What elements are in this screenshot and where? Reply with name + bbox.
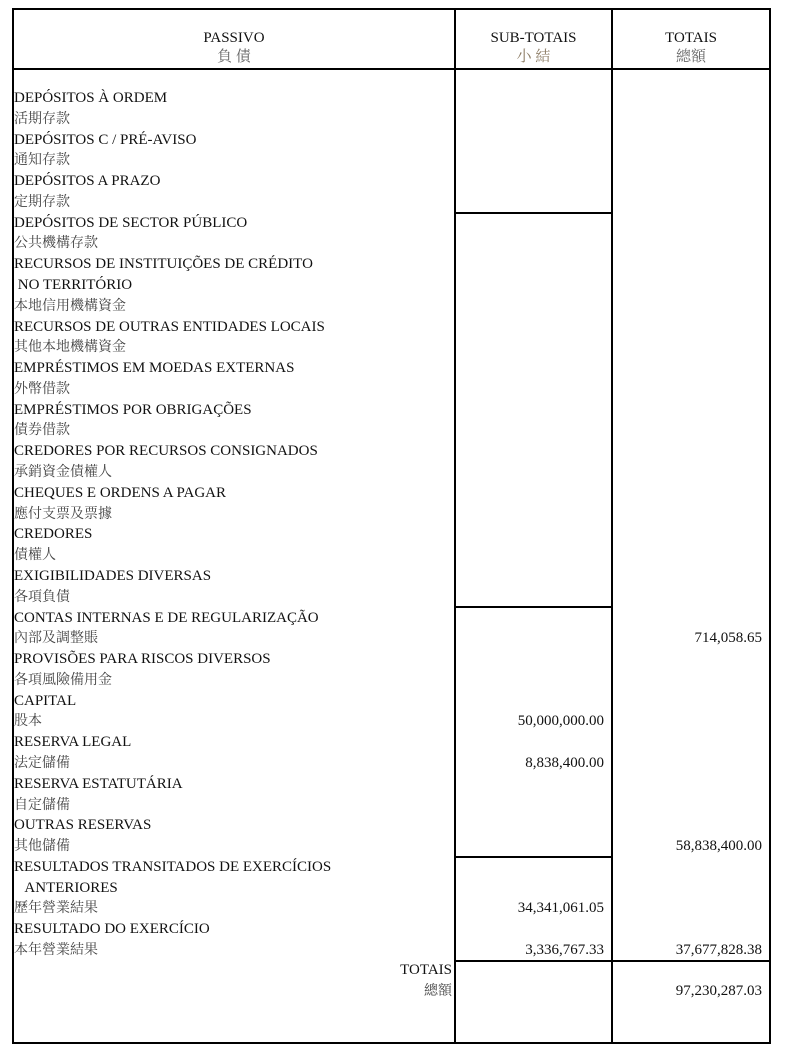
header-totais-zh: 總額 xyxy=(675,49,706,65)
line-item-zh: 定期存款 xyxy=(14,194,70,210)
balance-sheet-table xyxy=(12,8,771,1044)
line-item: CAPITAL xyxy=(14,692,77,709)
total-value: 37,677,828.38 xyxy=(675,941,762,958)
line-item-zh: 債券借款 xyxy=(14,423,70,439)
column-divider xyxy=(454,8,456,1042)
subtotal-value: 50,000,000.00 xyxy=(517,713,604,730)
line-item-zh: 法定儲備 xyxy=(14,755,70,771)
line-item-zh: 股本 xyxy=(14,714,42,730)
total-value: 58,838,400.00 xyxy=(675,838,762,855)
subtotal-value: 8,838,400.00 xyxy=(525,754,604,771)
line-item-zh: 應付支票及票據 xyxy=(14,506,112,522)
line-item-zh: 本年營業結果 xyxy=(14,942,98,958)
line-item-zh: 本地信用機構資金 xyxy=(14,298,126,314)
line-item: RESERVA ESTATUTÁRIA xyxy=(14,775,183,792)
line-item-zh: 通知存款 xyxy=(14,153,70,169)
line-item-zh: 活期存款 xyxy=(14,111,70,127)
footer-totais-zh: 總額 xyxy=(424,984,452,999)
line-item: DEPÓSITOS À ORDEM xyxy=(14,90,168,106)
line-item-zh: 自定儲備 xyxy=(14,797,70,813)
line-item: CONTAS INTERNAS E DE REGULARIZAÇÃO xyxy=(14,609,319,626)
column-divider xyxy=(611,8,613,1042)
line-item: RESULTADO DO EXERCÍCIO xyxy=(14,921,210,938)
header-subtotais xyxy=(456,29,611,67)
line-item: NO TERRITÓRIO xyxy=(14,277,133,294)
subtotal-divider xyxy=(454,212,613,214)
line-item: RESULTADOS TRANSITADOS DE EXERCÍCIOS xyxy=(14,858,332,875)
line-item: CREDORES POR RECURSOS CONSIGNADOS xyxy=(14,443,318,460)
line-item: DEPÓSITOS DE SECTOR PÚBLICO xyxy=(14,214,248,231)
header-totais-label: TOTAIS xyxy=(665,30,717,46)
line-item-zh: 其他儲備 xyxy=(14,839,70,855)
line-item: PROVISÕES PARA RISCOS DIVERSOS xyxy=(14,651,271,668)
grand-total-value: 97,230,287.03 xyxy=(675,983,762,999)
subtotal-divider xyxy=(454,856,613,858)
line-item: EXIGIBILIDADES DIVERSAS xyxy=(14,567,212,584)
line-item-zh: 承銷資金債權人 xyxy=(14,465,112,481)
line-item: RESERVA LEGAL xyxy=(14,734,132,751)
line-item: EMPRÉSTIMOS EM MOEDAS EXTERNAS xyxy=(14,360,295,377)
header-passivo-label: PASSIVO xyxy=(203,30,265,46)
header-passivo xyxy=(14,29,454,67)
line-item: ANTERIORES xyxy=(14,879,118,896)
line-item: DEPÓSITOS C / PRÉ-AVISO xyxy=(14,131,197,148)
line-item-zh: 外幣借款 xyxy=(14,381,70,397)
line-item: RECURSOS DE INSTITUIÇÕES DE CRÉDITO xyxy=(14,256,313,273)
line-item: DEPÓSITOS A PRAZO xyxy=(14,173,161,190)
line-item: EMPRÉSTIMOS POR OBRIGAÇÕES xyxy=(14,401,252,418)
subtotal-value: 3,336,767.33 xyxy=(525,941,604,958)
header-divider xyxy=(12,68,769,70)
subtotal-value: 34,341,061.05 xyxy=(517,900,604,917)
footer-totais-label: TOTAIS xyxy=(400,962,452,978)
line-item-zh: 歷年營業結果 xyxy=(14,901,98,917)
line-item: OUTRAS RESERVAS xyxy=(14,817,152,834)
line-item-zh: 內部及調整賬 xyxy=(14,631,98,647)
header-totais xyxy=(613,29,769,67)
line-item-zh: 債權人 xyxy=(14,548,56,564)
line-item-zh: 各項風險備用金 xyxy=(14,672,112,688)
header-subtotais-label: SUB-TOTAIS xyxy=(490,30,577,46)
line-item: CHEQUES E ORDENS A PAGAR xyxy=(14,484,226,501)
line-item-zh: 公共機構存款 xyxy=(14,236,98,252)
line-item-zh: 各項負債 xyxy=(14,589,70,605)
total-value: 714,058.65 xyxy=(694,630,762,647)
line-item: RECURSOS DE OUTRAS ENTIDADES LOCAIS xyxy=(14,318,325,335)
header-passivo-zh: 負 債 xyxy=(217,49,251,65)
header-subtotais-zh: 小 結 xyxy=(516,49,551,65)
line-item-zh: 其他本地機構資金 xyxy=(14,340,126,356)
subtotal-divider xyxy=(454,606,613,608)
line-item: CREDORES xyxy=(14,526,93,543)
